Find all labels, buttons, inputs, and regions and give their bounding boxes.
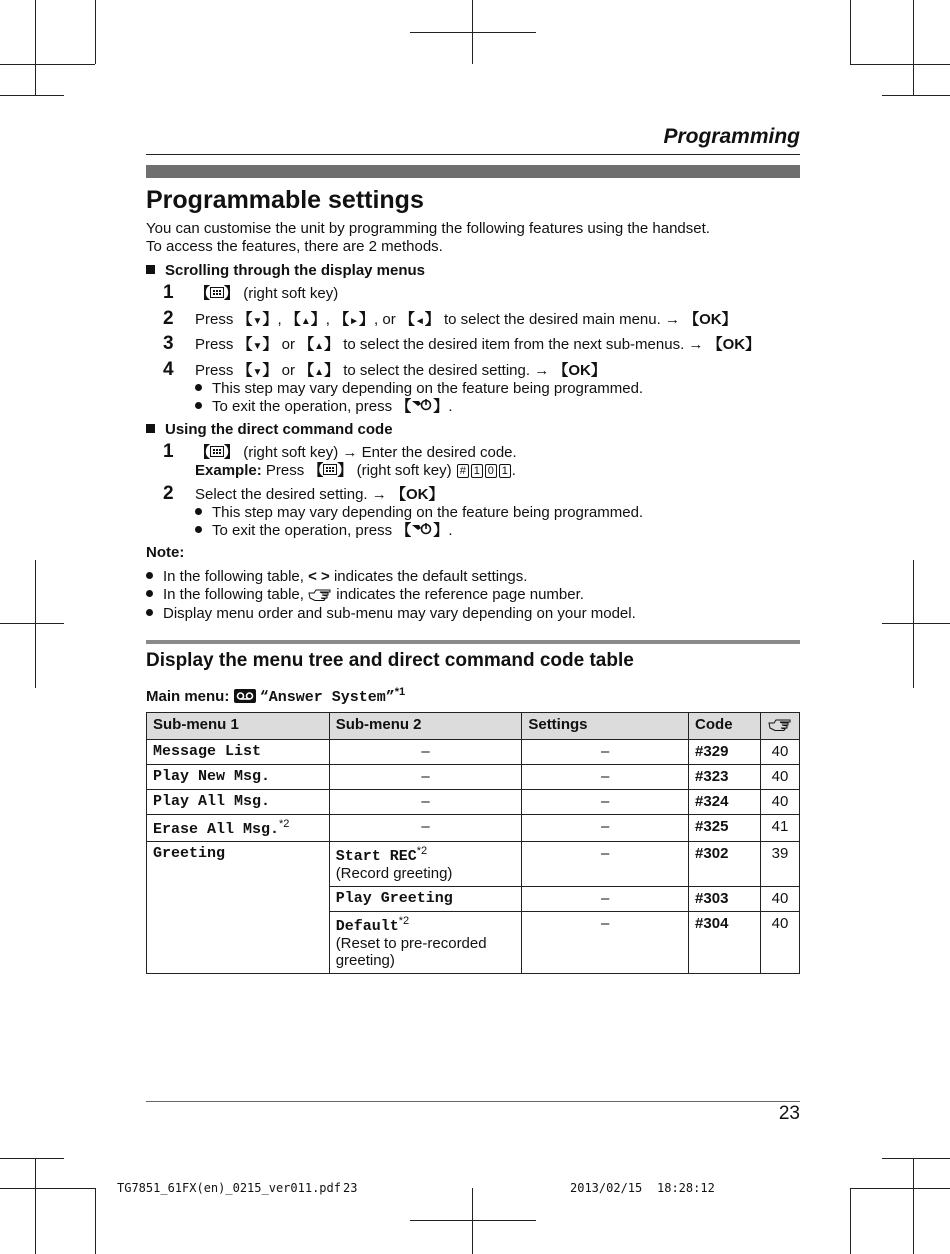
hand-pointer-icon: [308, 587, 332, 601]
m1-step-2-num: 2: [163, 308, 174, 329]
method2-heading: Using the direct command code: [146, 421, 393, 439]
method1-heading: Scrolling through the display menus: [146, 262, 425, 280]
footer-file: TG7851_61FX(en)_0215_ver011.pdf: [117, 1181, 341, 1195]
intro-line-1: You can customise the unit by programming the following features using the handset.: [146, 220, 710, 237]
off-key-icon: 【 】: [396, 398, 449, 415]
m1-step-4: Press 【▼】 or 【▲】 to select the desired setting. → 【OK】: [195, 362, 606, 379]
m1-step-1: 【 】 (right soft key): [195, 285, 339, 302]
m2-step-2-num: 2: [163, 483, 174, 504]
table-row: Message List – – #329 40: [147, 740, 800, 765]
main-menu-line: Main menu: “Answer System”$^{*1}$: [146, 686, 406, 706]
header-sub-menu-1: Sub-menu 1: [147, 713, 330, 740]
footer-date: 2013/02/15: [570, 1181, 643, 1195]
section-header: Programming: [663, 125, 800, 148]
m1-step-4-bullet-2: To exit the operation, press 【 】.: [195, 398, 452, 416]
section2-bar: [146, 640, 800, 644]
title-bar: [146, 165, 800, 178]
m1-step-3: Press 【▼】 or 【▲】 to select the desired item from the next sub-menus. → 【OK】: [195, 336, 761, 353]
m2-step-2: Select the desired setting. → 【OK】: [195, 486, 444, 503]
note-item-1: In the following table, < > indicates the default settings.: [146, 568, 527, 586]
menu-table: [146, 712, 800, 974]
table-row: Play Greeting – #303 40: [147, 887, 800, 912]
footer-page: 23: [343, 1181, 358, 1195]
m2-step-1-example: Example: Press 【 】 (right soft key) # 1 0 1 .: [195, 462, 516, 479]
m1-step-2: Press 【▼】, 【▲】, 【►】, or 【◄】 to select the desired main menu. → 【OK】: [195, 311, 737, 328]
m2-step-1-num: 1: [163, 441, 174, 462]
table-row: Erase All Msg.$^{*2}$ – – #325 41: [147, 815, 800, 842]
m1-step-4-bullet-1: This step may vary depending on the feature being programmed.: [195, 380, 643, 398]
m1-step-4-num: 4: [163, 359, 174, 380]
table-row: Greeting Start REC$^{*2}$ (Record greeting) – #302 39: [147, 842, 800, 887]
square-bullet-icon: [146, 424, 155, 433]
table-row: Play All Msg. – – #324 40: [147, 790, 800, 815]
page-title: Programmable settings: [146, 186, 424, 214]
hand-pointer-icon: [768, 716, 792, 732]
arrow-right-icon: →: [371, 486, 387, 503]
header-sub-menu-2: Sub-menu 2: [329, 713, 522, 740]
table-header-row: [147, 713, 800, 740]
note-label: Note:: [146, 544, 185, 561]
voicemail-icon: [234, 689, 256, 703]
arrow-right-icon: →: [342, 444, 358, 461]
off-key-icon: 【 】: [396, 522, 449, 539]
arrow-right-icon: →: [534, 362, 550, 379]
m2-step-2-bullet-1: This step may vary depending on the feature being programmed.: [195, 504, 643, 522]
square-bullet-icon: [146, 265, 155, 274]
footer-time: 18:28:12: [657, 1181, 715, 1195]
header-reference-page: [760, 713, 799, 740]
note-item-2: In the following table, indicates the reference page number.: [146, 586, 584, 604]
table-row: Play New Msg. – – #323 40: [147, 765, 800, 790]
m1-step-1-num: 1: [163, 282, 174, 303]
arrow-right-icon: →: [688, 336, 704, 353]
footer-rule: [146, 1101, 800, 1102]
intro-line-2: To access the features, there are 2 methods.: [146, 238, 443, 255]
header-rule: [146, 154, 800, 155]
menu-key-icon: 【 】: [308, 462, 353, 479]
header-code: Code: [689, 713, 761, 740]
page-number: 23: [778, 1103, 800, 1124]
m2-step-2-bullet-2: To exit the operation, press 【 】.: [195, 522, 452, 540]
header-settings: Settings: [522, 713, 689, 740]
menu-key-icon: 【 】: [195, 444, 240, 461]
m1-step-3-num: 3: [163, 333, 174, 354]
arrow-right-icon: →: [664, 311, 680, 328]
note-item-3: Display menu order and sub-menu may vary depending on your model.: [146, 605, 636, 623]
section2-title: Display the menu tree and direct command code table: [146, 650, 634, 671]
m2-step-1: 【 】 (right soft key) → Enter the desired code.: [195, 444, 517, 461]
menu-key-icon: 【 】: [195, 285, 240, 302]
table-row: Default$^{*2}$ (Reset to pre-recorded greeting) – #304 40: [147, 912, 800, 974]
